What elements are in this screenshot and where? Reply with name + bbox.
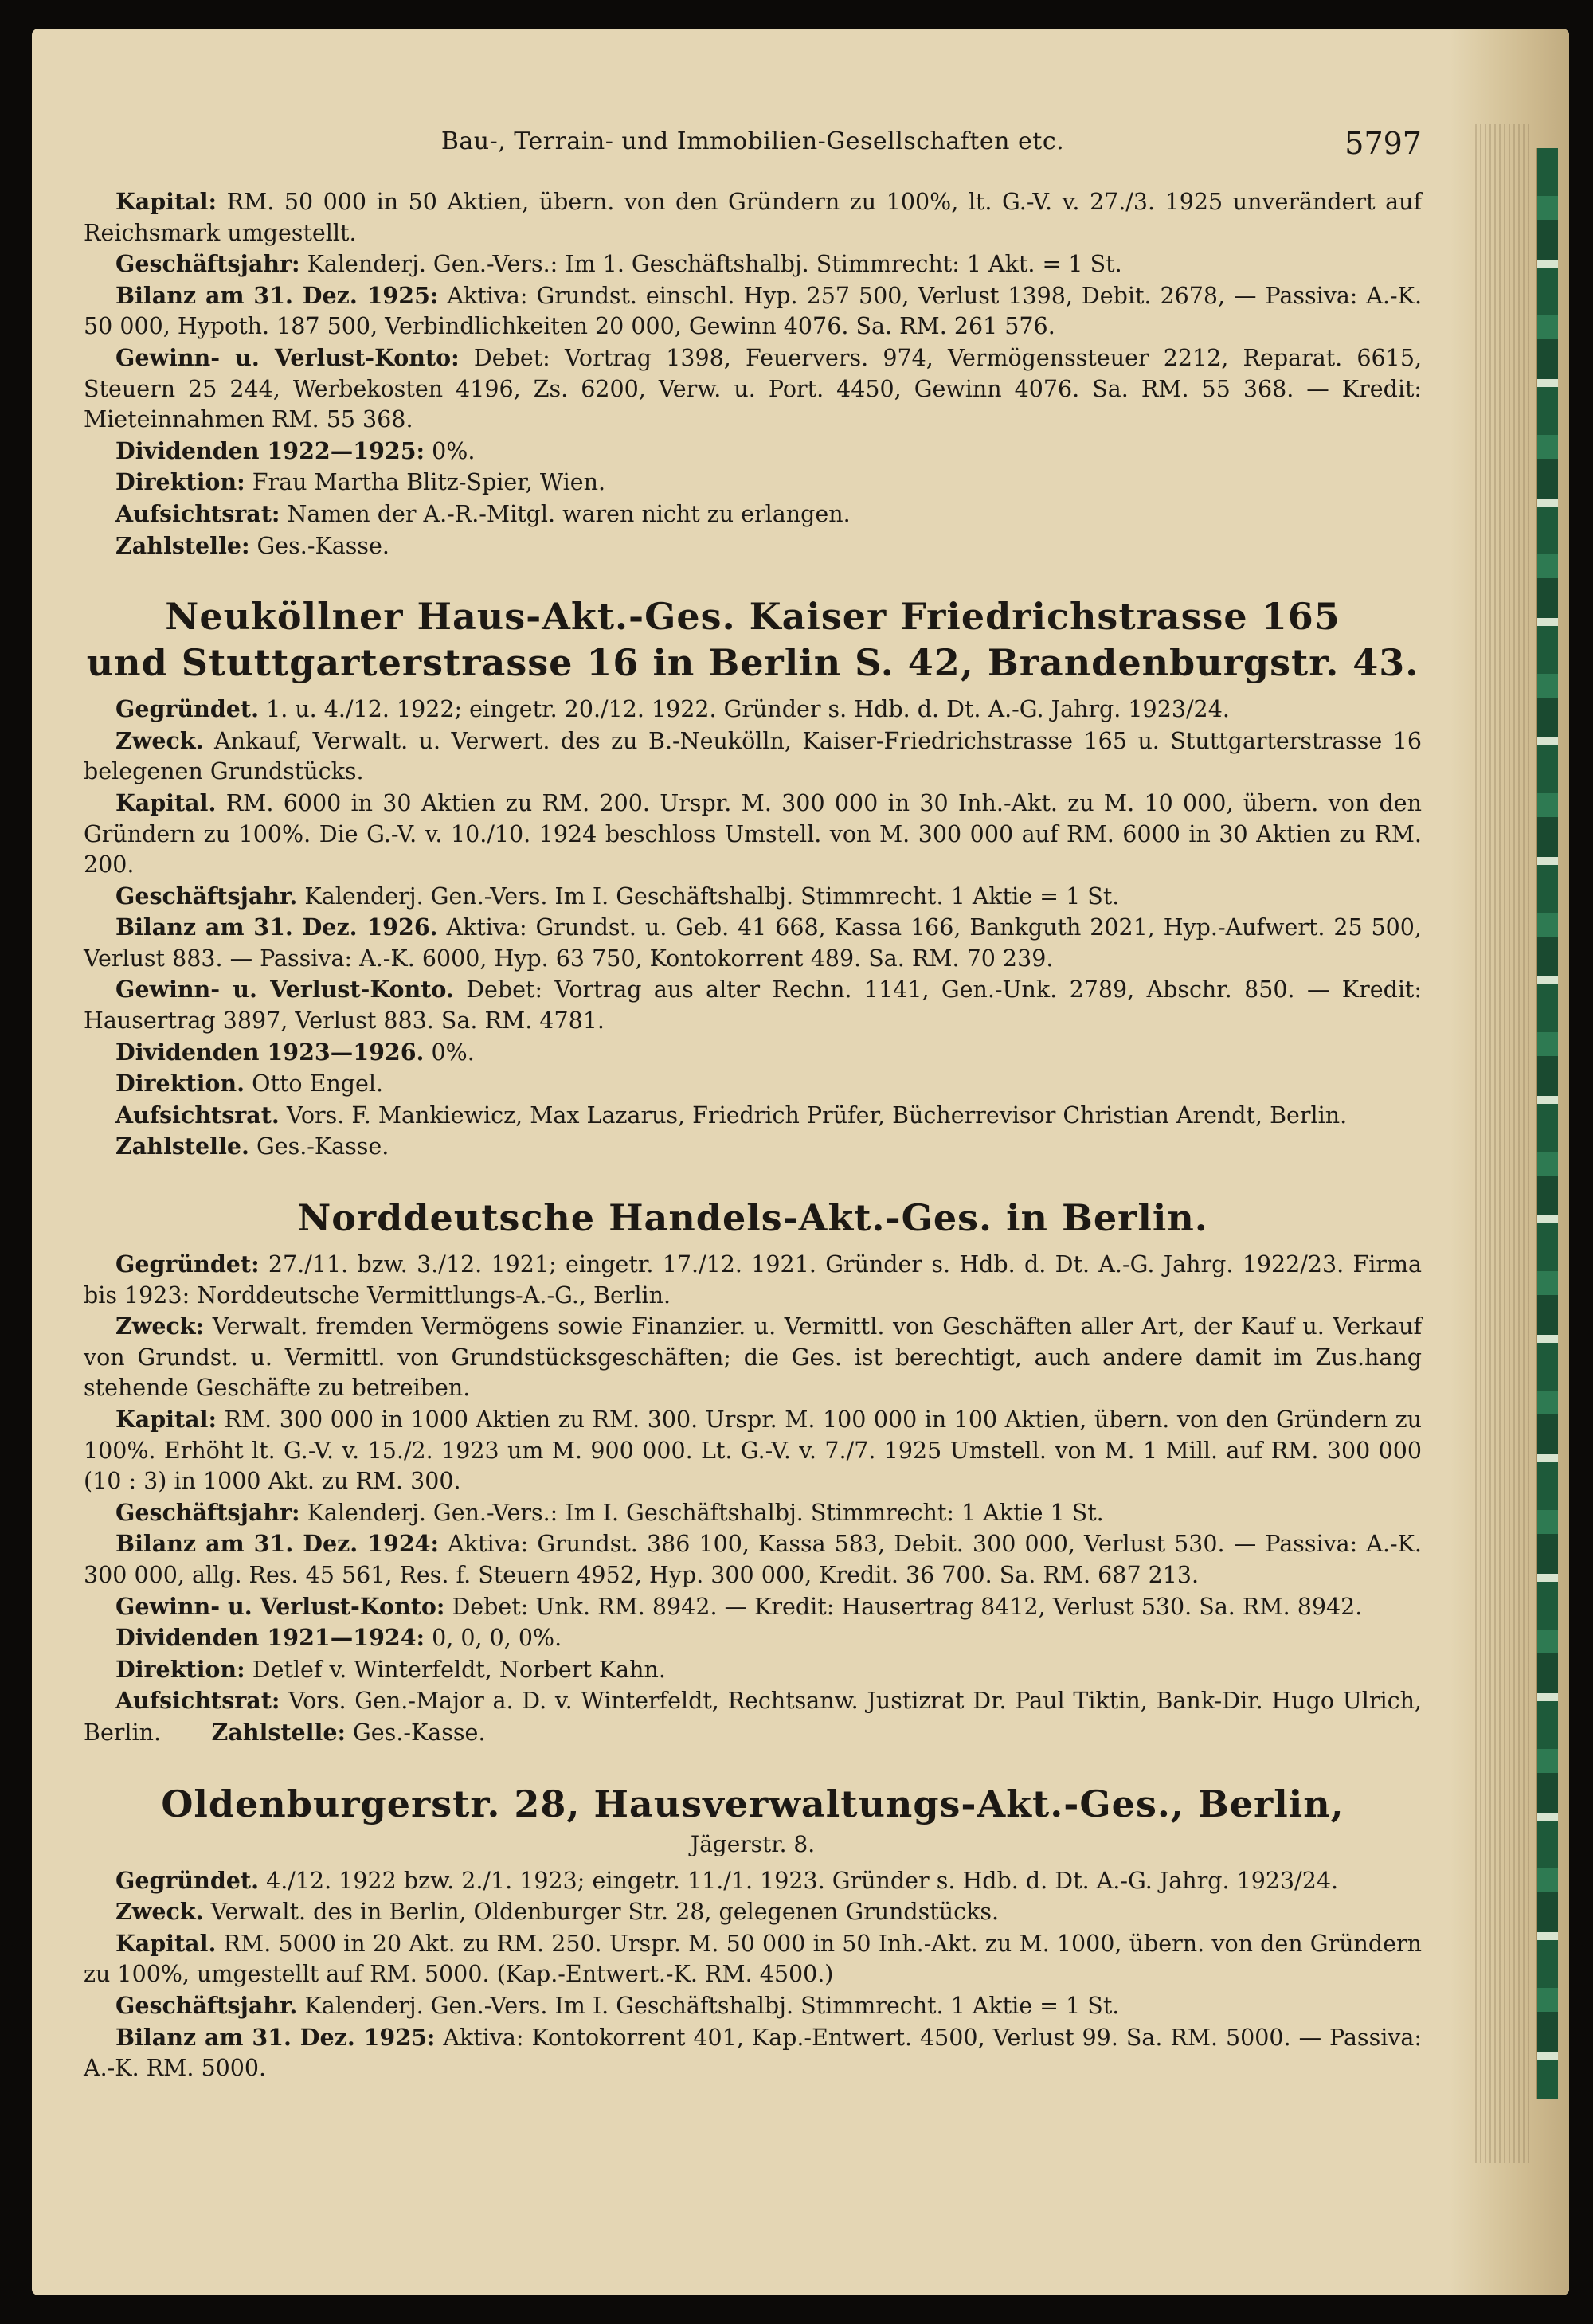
entry-zahlstelle: Zahlstelle: Ges.-Kasse. (115, 531, 389, 559)
entry-zweck: Zweck: Verwalt. fremden Vermögens sowie Finanzier. u. Vermittl. von Geschäften aller Art, der Kauf u. Verkauf von Grundst. u. Vermittl. von Grundstücksgeschäften; die Ges. ist berechtigt, auch andere damit im Zus.hang stehende Geschäfte zu betreiben. (84, 1313, 1422, 1402)
thumb-index-strip (1536, 148, 1558, 2099)
running-header (84, 127, 1422, 175)
entry-gegruendet: Gegründet: 27./11. bzw. 3./12. 1921; eingetr. 17./12. 1921. Gründer s. Hdb. d. Dt. A.-G. Jahrg. 1922/23. Firma bis 1923: Norddeutsche Vermittlungs-A.-G., Berlin. (84, 1250, 1422, 1309)
entry-geschaeftsjahr: Geschäftsjahr: Kalenderj. Gen.-Vers.: Im I. Geschäftshalbj. Stimmrecht: 1 Aktie 1 St. (115, 1498, 1104, 1526)
company-entry-oldenburgerstr (84, 1781, 1422, 2084)
entry-dividenden: Dividenden 1921—1924: 0, 0, 0, 0%. (115, 1624, 562, 1652)
entry-bilanz: Bilanz am 31. Dez. 1925: Aktiva: Kontokorrent 401, Kap.-Entwert. 4500, Verlust 99. Sa. RM. 5000. — Passiva: A.-K. RM. 5000. (84, 2023, 1422, 2082)
entry-direktion: Direktion. Otto Engel. (115, 1070, 384, 1097)
company-entry-neukoellner (84, 593, 1422, 1163)
entry-gegruendet: Gegründet. 1. u. 4./12. 1922; eingetr. 20./12. 1922. Gründer s. Hdb. d. Dt. A.-G. Jahrg. 1923/24. (115, 695, 1230, 723)
entry-aufsichtsrat: Aufsichtsrat: Namen der A.-R.-Mitgl. waren nicht zu erlangen. (115, 499, 851, 527)
entry-bilanz: Bilanz am 31. Dez. 1926. Aktiva: Grundst. u. Geb. 41 668, Kassa 166, Bankguth 2021, Hyp.-Aufwert. 25 500, Verlust 883. — Passiva: A.-K. 6000, Hyp. 63 750, Kontokorrent 489. Sa. RM. 70 239. (84, 914, 1422, 972)
page-edges (1475, 124, 1531, 2163)
entry-geschaeftsjahr: Geschäftsjahr: Kalenderj. Gen.-Vers.: Im 1. Geschäftshalbj. Stimmrecht: 1 Akt. = 1 St. (115, 250, 1122, 278)
entry-gewinn-verlust: Gewinn- u. Verlust-Konto: Debet: Unk. RM. 8942. — Kredit: Hausertrag 8412, Verlust 530. Sa. RM. 8942. (115, 1592, 1363, 1620)
company-entry-norddeutsche (84, 1195, 1422, 1749)
entry-geschaeftsjahr: Geschäftsjahr. Kalenderj. Gen.-Vers. Im I. Geschäftshalbj. Stimmrecht. 1 Aktie = 1 St. (115, 1991, 1120, 2019)
entry-aufsichtsrat: Aufsichtsrat: Vors. Gen.-Major a. D. v. Winterfeldt, Rechtsanw. Justizrat Dr. Paul Tiktin, Bank-Dir. Hugo Ulrich, Berlin. Zahlstelle: Ges.-Kasse. (84, 1687, 1422, 1746)
entry-geschaeftsjahr: Geschäftsjahr. Kalenderj. Gen.-Vers. Im I. Geschäftshalbj. Stimmrecht. 1 Aktie = 1 St. (115, 882, 1120, 910)
entry-zweck: Zweck. Verwalt. des in Berlin, Oldenburger Str. 28, gelegenen Grundstücks. (115, 1898, 1000, 1926)
entry-kapital: Kapital: RM. 300 000 in 1000 Aktien zu RM. 300. Urspr. M. 100 000 in 100 Aktien, übern. von den Gründern zu 100%. Erhöht lt. G.-V. v. 15./2. 1923 um M. 900 000. Lt. G.-V. v. 7./7. 1925 Umstell. von M. 1 Mill. auf RM. 300 000 (10 : 3) in 1000 Akt. zu RM. 300. (84, 1406, 1423, 1495)
entry-gewinn-verlust: Gewinn- u. Verlust-Konto. Debet: Vortrag aus alter Rechn. 1141, Gen.-Unk. 2789, Abschr. 850. — Kredit: Hausertrag 3897, Verlust 883. Sa. RM. 4781. (84, 976, 1422, 1035)
page-number: 5797 (1344, 126, 1422, 161)
zahlstelle-value: Ges.-Kasse. (353, 1719, 486, 1746)
entry-dividenden: Dividenden 1923—1926. 0%. (115, 1038, 475, 1066)
entry-aufsichtsrat: Aufsichtsrat. Vors. F. Mankiewicz, Max Lazarus, Friedrich Prüfer, Bücherrevisor Christian Arendt, Berlin. (115, 1101, 1348, 1129)
entry-direktion: Direktion: Detlef v. Winterfeldt, Norbert Kahn. (115, 1655, 666, 1683)
company-entry-continued (84, 186, 1422, 561)
company-address: Jägerstr. 8. (690, 1830, 816, 1857)
company-heading: Oldenburgerstr. 28, Hausverwaltungs-Akt.-Ges., Berlin, (161, 1782, 1344, 1825)
entry-bilanz: Bilanz am 31. Dez. 1925: Aktiva: Grundst. einschl. Hyp. 257 500, Verlust 1398, Debit. 2678, — Passiva: A.-K. 50 000, Hypoth. 187 500, Verbindlichkeiten 20 000, Gewinn 4076. Sa. RM. 261 576. (84, 281, 1422, 340)
entry-bilanz: Bilanz am 31. Dez. 1924: Aktiva: Grundst. 386 100, Kassa 583, Debit. 300 000, Verlust 530. — Passiva: A.-K. 300 000, allg. Res. 45 561, Res. f. Steuern 4952, Hyp. 300 000, Kredit. 36 700. Sa. RM. 687 213. (84, 1530, 1422, 1588)
entry-kapital: Kapital: RM. 50 000 in 50 Aktien, übern. von den Gründern zu 100%, lt. G.-V. v. 27./3. 1925 unverändert auf Reichsmark umgestellt. (84, 188, 1423, 246)
entry-gegruendet: Gegründet. 4./12. 1922 bzw. 2./1. 1923; eingetr. 11./1. 1923. Gründer s. Hdb. d. Dt. A.-G. Jahrg. 1923/24. (115, 1866, 1339, 1894)
company-heading: Neuköllner Haus-Akt.-Ges. Kaiser Friedrichstrasse 165 und Stuttgarterstrasse 16 in Berlin S. 42, Brandenburgstr. 43. (86, 595, 1419, 685)
zahlstelle-label: Zahlstelle: (211, 1718, 346, 1746)
entry-direktion: Direktion: Frau Martha Blitz-Spier, Wien. (115, 468, 606, 496)
entry-zweck: Zweck. Ankauf, Verwalt. u. Verwert. des zu B.-Neukölln, Kaiser-Friedrichstrasse 165 u. Stuttgarterstrasse 16 belegenen Grundstücks. (84, 726, 1422, 785)
running-title: Bau-, Terrain- und Immobilien-Gesellschaften etc. (440, 127, 1065, 155)
company-heading: Norddeutsche Handels-Akt.-Ges. in Berlin. (297, 1196, 1208, 1240)
entry-dividenden: Dividenden 1922—1925: 0%. (115, 436, 476, 464)
entry-kapital: Kapital. RM. 5000 in 20 Akt. zu RM. 250. Urspr. M. 50 000 in 50 Inh.-Akt. zu M. 1000, übern. von den Gründern zu 100%, umgestellt auf RM. 5000. (Kap.-Entwert.-K. RM. 4500.) (84, 1929, 1422, 1988)
page-content (84, 127, 1422, 2084)
entry-gewinn-verlust: Gewinn- u. Verlust-Konto: Debet: Vortrag 1398, Feuervers. 974, Vermögenssteuer 2212, Reparat. 6615, Steuern 25 244, Werbekosten 4196, Zs. 6200, Verw. u. Port. 4450, Gewinn 4076. Sa. RM. 55 368. — Kredit: Mieteinnahmen RM. 55 368. (84, 343, 1423, 433)
entry-zahlstelle: Zahlstelle. Ges.-Kasse. (115, 1133, 389, 1160)
entry-kapital: Kapital. RM. 6000 in 30 Aktien zu RM. 200. Urspr. M. 300 000 in 30 Inh.-Akt. zu M. 10 000, übern. von den Gründern zu 100%. Die G.-V. v. 10./10. 1924 beschloss Umstell. von M. 300 000 auf RM. 6000 in 30 Aktien zu RM. 200. (84, 788, 1423, 878)
